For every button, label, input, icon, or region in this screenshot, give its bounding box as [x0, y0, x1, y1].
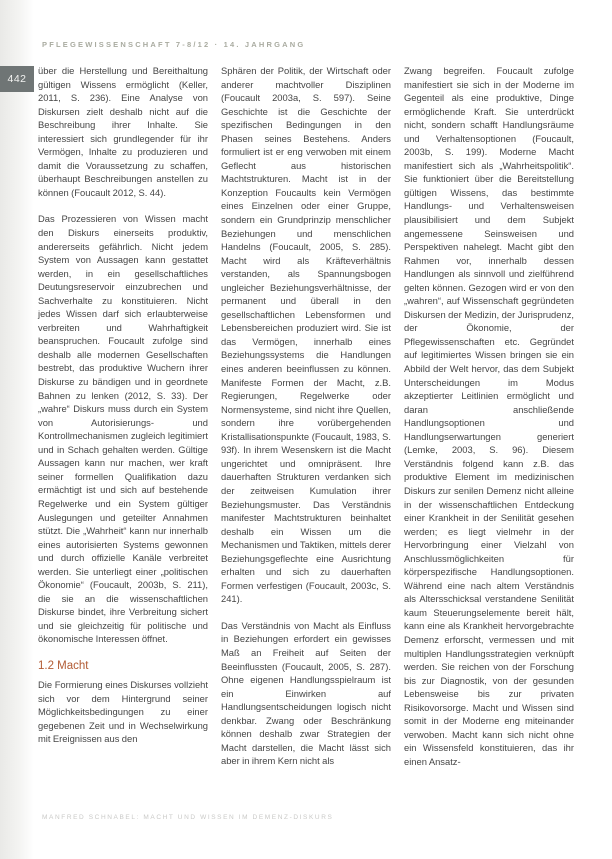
paragraph: Zwang begreifen. Foucault zufolge manifestiert sie sich in der Moderne im Gegenteil als eine produktive, Dinge ermöglichende Kraft. Sie unterdrückt nicht, sondern schafft Handlungsräume und Verhaltensoptionen (Foucault, 2003b, S. 199). Moderne Macht manifestiert sich als „Wahrheitspolitik“. Sie funktioniert über die Bereitstellung gültigen Wissens, das bestimmte Handlungs- und Verhaltensweisen plausibilisiert und dem Subjekt angemessene Seinsweisen und Perspektiven nahelegt. Macht gibt den Rahmen vor, innerhalb dessen Handlungen als sinnvoll und zielführend gelten können. Gezogen wird er von den „wahren“, auf Wissenschaft gegründeten Diskursen der Medizin, der Jurisprudenz, der Ökonomie, der Pflegewissenschaften etc. Gegründet auf legitimiertes Wissen bringen sie ein Abbild der Welt hervor, das dem Subjekt Unterscheidungen im Modus akzeptierter Leitlinien ermöglicht und daran anschließende Handlungsoptionen und Handlungserwartungen generiert (Lemke, 2003, S. 96). Diesem Verständnis folgend kann z.B. das produktive Element im medizinischen Diskurs zur senilen Demenz nicht alleine in der wissenschaftlichen Entdeckung einer Krankheit in der Senilität gesehen werden; es liegt vielmehr in der Hervorbringung einer Vielzahl von Anschlussmöglichkeiten für körperspezifische Handlungsoptionen. Während eine nach altem Verständnis als Altersschicksal verstandene Senilität kaum Steuerungselemente bereit hält, kann eine als Krankheit hervorgebrachte Demenz erforscht, vermessen und mit multiplen Handlungsstrategien verknüpft werden. Sie reichen von der Forschung bis zur Diagnostik, von der gesunden Lebensweise bis zur privaten Risikovorsorge. Macht und Wissen sind somit in der Moderne eng miteinander verwoben. Macht kann sich nicht ohne ein Wissensfeld konstituieren, das ihr einen Ansatz- [404, 65, 574, 767]
paragraph: Die Formierung eines Diskurses vollzieht sich vor dem Hintergrund seiner Möglichkeitsbedingungen zu einer gegebenen Zeit und in Wechselwirkung mit Ereignissen aus den [38, 678, 208, 745]
footer-article-title: MANFRED SCHNABEL: MACHT UND WISSEN IM DEMENZ-DISKURS [42, 814, 334, 821]
paragraph: über die Herstellung und Bereithaltung gültigen Wissens ermöglicht (Keller, 2011, S. 236). Eine Analyse von Diskursen zielt deshalb nicht auf die Beschreibung ihrer Inhalte. Sie interessiert sich grundlegender für ihr Vermögen, Inhalte zu produzieren und damit die Voraussetzung zu schaffen, überhaupt Beschreibungen anstellen zu können (Foucault 2012, S. 44). [38, 65, 208, 198]
paragraph: Sphären der Politik, der Wirtschaft oder anderer machtvoller Disziplinen (Foucault 2003a, S. 597). Seine Geschichte ist die Geschichte der spezifischen Bedingungen in den Phasen seines Bestehens. Anders formuliert ist er eng verwoben mit einem Geflecht aus historischen Machtstrukturen. Macht ist in der Konzeption Foucaults kein Vermögen eines Einzelnen oder einer Gruppe, sondern ein Grundprinzip menschlicher Beziehungen und menschlichen Handelns (Foucault, 2005, S. 285). Macht wird als Kräfteverhältnis verstanden, als Spannungsbogen ungleicher Beziehungsverhältnisse, der permanent und überall in den gesellschaftlichen Lebensformen und Lebensbereichen produziert wird. Sie ist das Vermögen, innerhalb eines Beziehungssystems die Handlungen eines anderen beeinflussen zu können. Manifeste Formen der Macht, z.B. Regierungen, Regelwerke oder Normensysteme, sind nicht ihre Quellen, sondern ihre vorübergehenden Kristallisationspunkte (Foucault, 1983, S. 93f). In ihrem Wesenskern ist die Macht ungerichtet und omnipräsent. Ihre dauerhaften Strukturen verdanken sich der zeitweisen Kumulation ihrer Beziehungsmuster. Das Verständnis manifester Machtstrukturen beinhaltet deshalb ein Wissen um die Mechanismen und Taktiken, mittels derer Beziehungsgeflechte eine Ausrichtung erhalten und sich zu dauerhaften Formen verfestigen (Foucault, 2003c, S. 241). [221, 65, 391, 605]
paragraph: Das Verständnis von Macht als Einfluss in Beziehungen erfordert ein gewisses Maß an Freiheit auf Seiten der Beeinflussten (Foucault, 2005, S. 287). Ohne eigenen Handlungsspielraum ist ein Einwirken auf Handlungsentscheidungen logisch nicht denkbar. Zwang oder Beschränkung können deshalb zwar Strategien der Macht darstellen, die Macht lässt sich aber in ihrem Kern nicht als [221, 619, 391, 767]
column-2 [221, 64, 391, 834]
page-number: 442 [7, 73, 27, 85]
column-3 [404, 64, 574, 834]
text-columns [38, 64, 575, 834]
page-number-tab [0, 66, 34, 92]
column-1 [38, 64, 208, 834]
running-head: PFLEGEWISSENSCHAFT 7-8/12 · 14. JAHRGANG [42, 40, 306, 49]
paragraph: Das Prozessieren von Wissen macht den Diskurs einerseits produktiv, andererseits gefährlich. Nicht jedem System von Aussagen kann gestattet werden, in ein gesellschaftliches Deutungsreservoir einzubrechen und Sachverhalte zu konstituieren. Nicht jedes Wissen darf sich erlaubterweise verbreiten und Wahrhaftigkeit beanspruchen. Foucault zufolge sind deshalb alle modernen Gesellschaften bestrebt, das produktive Wuchern ihrer Diskurse zu bändigen und in geordnete Bahnen zu lenken (2012, S. 33). Der „wahre“ Diskurs muss durch ein System von Autorisierungs- und Kontrollmechanismen zugleich legitimiert und in Schach gehalten werden. Gültige Aussagen kann nur machen, wer kraft seiner formellen Qualifikation dazu ermächtigt ist und sich auf bestehende Regelwerke und ein System gültiger Auslegungen und geteilter Annahmen stützt. Die „Wahrheit“ kann nur innerhalb eines autorisierten Systems gewonnen und durch offizielle Kanäle verbreitet werden. Sie unterliegt einer „politischen Ökonomie“ (Foucault, 2003b, S. 211), die sie an die wissenschaftlichen Diskurse bindet, ihre Verbreitung sichert und sie gleichzeitig für politische und ökonomische Interessen öffnet. [38, 213, 208, 645]
section-heading-1-2-macht: 1.2 Macht [38, 659, 89, 672]
